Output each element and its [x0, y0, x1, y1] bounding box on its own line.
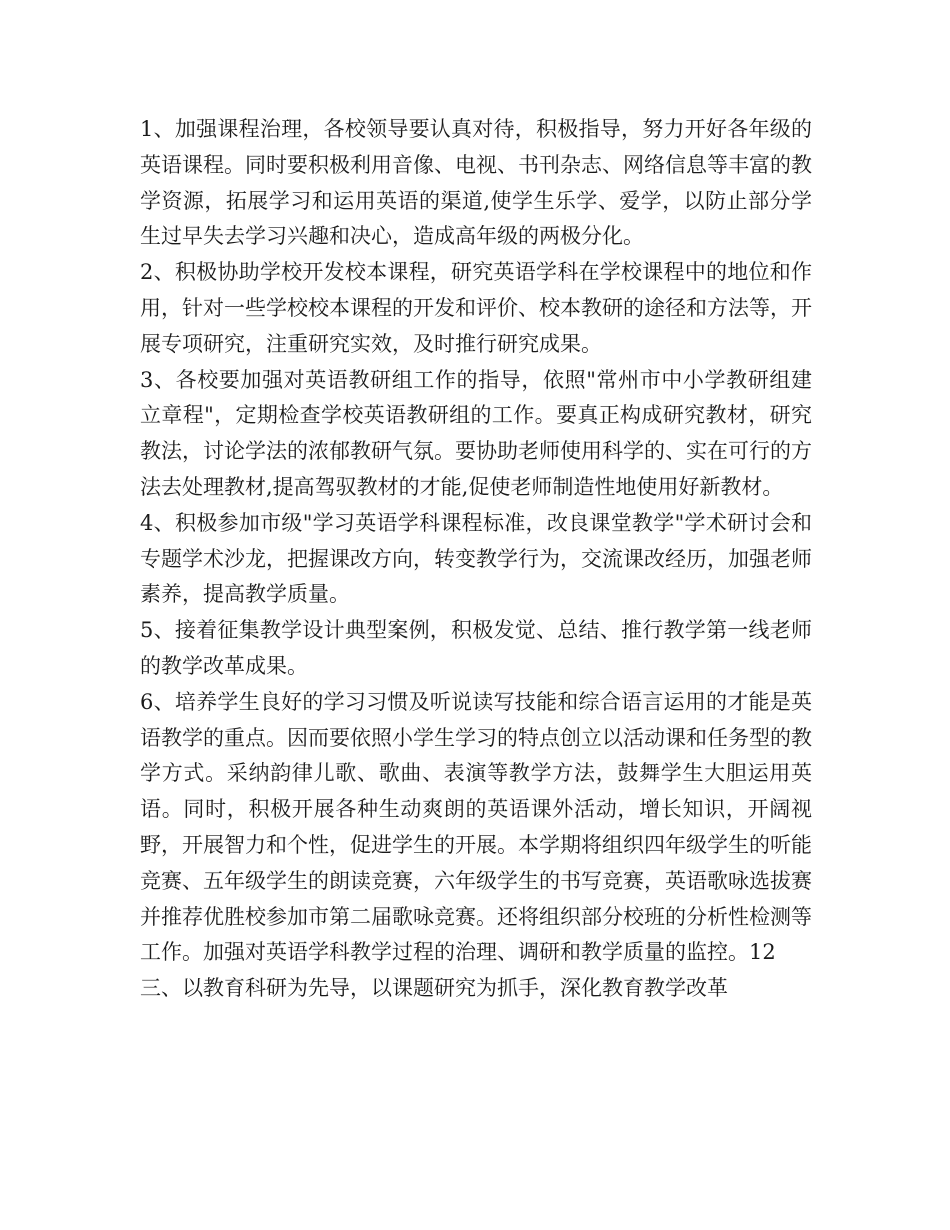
paragraph-item-4: 4、积极参加市级"学习英语学科课程标准，改良课堂教学"学术研讨会和专题学术沙龙，把握课改方向，转变教学行为，交流课改经历，加强老师素养，提高教学质量。	[140, 510, 812, 607]
document-body	[140, 112, 812, 1007]
paragraph-item-2: 2、积极协助学校开发校本课程，研究英语学科在学校课程中的地位和作用，针对一些学校校本课程的开发和评价、校本教研的途径和方法等，开展专项研究，注重研究实效，及时推行研究成果。	[140, 260, 812, 356]
section-heading-3: 三、以教育科研为先导，以课题研究为抓手，深化教育教学改革	[140, 976, 728, 1001]
paragraph-item-1: 1、加强课程治理，各校领导要认真对待，积极指导，努力开好各年级的英语课程。同时要积极利用音像、电视、书刊杂志、网络信息等丰富的教学资源，拓展学习和运用英语的渠道,使学生乐学、爱学，以防止部分学生过早失去学习兴趣和决心，造成高年级的两极分化。	[140, 117, 812, 249]
paragraph-item-6: 6、培养学生良好的学习习惯及听说读写技能和综合语言运用的才能是英语教学的重点。因而要依照小学生学习的特点创立以活动课和任务型的教学方式。采纳韵律儿歌、歌曲、表演等教学方法，鼓舞学生大胆运用英语。同时，积极开展各种生动爽朗的英语课外活动，增长知识，开阔视野，开展智力和个性，促进学生的开展。本学期将组织四年级学生的听能竞赛、五年级学生的朗读竞赛，六年级学生的书写竞赛，英语歌咏选拔赛并推荐优胜校参加市第二届歌咏竞赛。还将组织部分校班的分析性检测等工作。加强对英语学科教学过程的治理、调研和教学质量的监控。12	[140, 689, 812, 965]
paragraph-item-5: 5、接着征集教学设计典型案例，积极发觉、总结、推行教学第一线老师的教学改革成果。	[140, 618, 812, 678]
paragraph-item-3: 3、各校要加强对英语教研组工作的指导，依照"常州市中小学教研组建立章程"，定期检查学校英语教研组的工作。要真正构成研究教材，研究教法，讨论学法的浓郁教研气氛。要协助老师使用科学的、实在可行的方法去处理教材,提高驾驭教材的才能,促使老师制造性地使用好新教材。	[140, 367, 812, 499]
